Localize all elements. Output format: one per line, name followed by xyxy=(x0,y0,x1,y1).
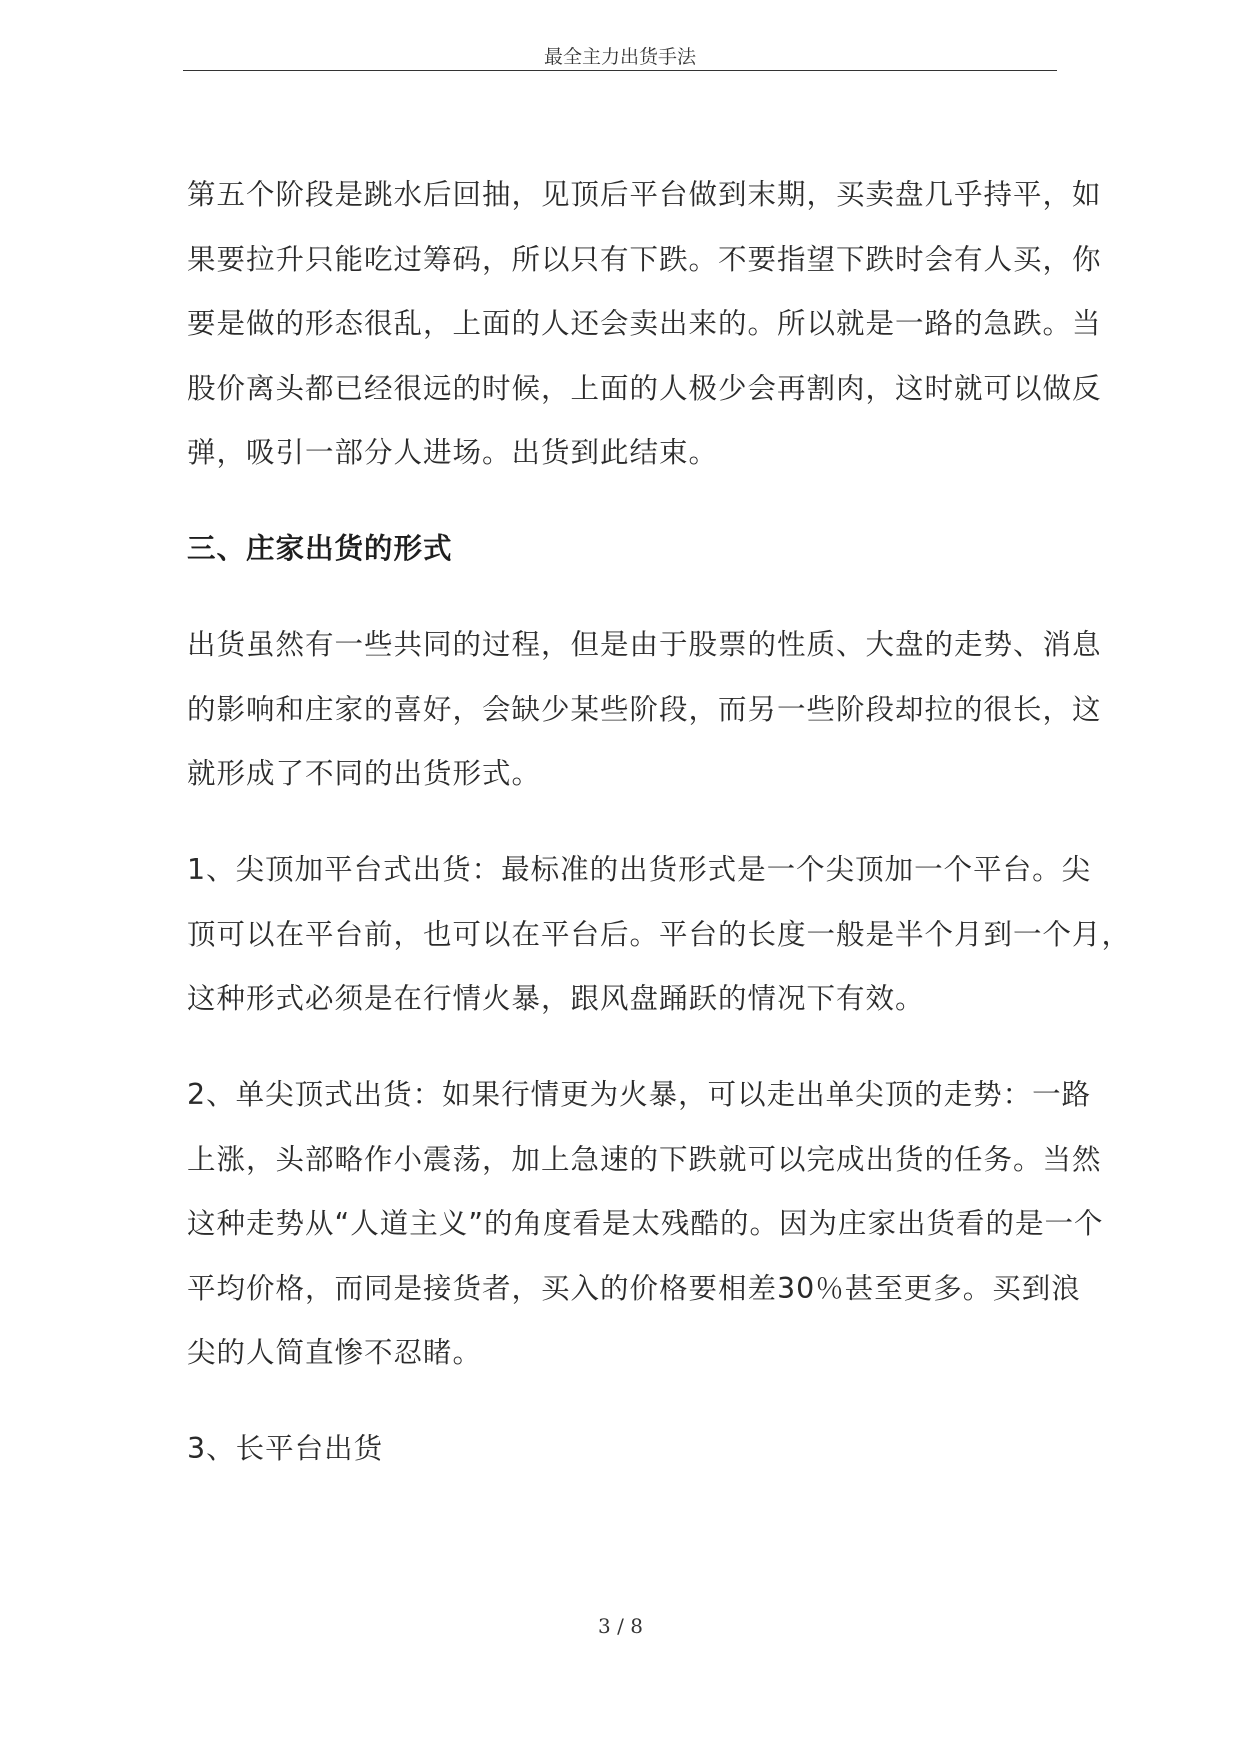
page-header xyxy=(183,38,1057,71)
text-line: 要是做的形态很乱，上面的人还会卖出来的。所以就是一路的急跌。当 xyxy=(187,307,1102,340)
text-line: 平均价格，而同是接货者，买入的价格要相差30％甚至更多。买到浪 xyxy=(187,1271,1081,1305)
document-title: 最全主力出货手法 xyxy=(543,46,696,68)
text-line: 2、单尖顶式出货：如果行情更为火暴，可以走出单尖顶的走势：一路 xyxy=(187,1078,1092,1111)
text-line: 这种走势从“人道主义”的角度看是太残酷的。因为庄家出货看的是一个 xyxy=(187,1207,1104,1240)
paragraph-intro xyxy=(187,613,1102,807)
page-number: 3 / 8 xyxy=(598,1614,643,1638)
text-line: 上涨，头部略作小震荡，加上急速的下跌就可以完成出货的任务。当然 xyxy=(187,1142,1102,1176)
text-line: 1、尖顶加平台式出货：最标准的出货形式是一个尖顶加一个平台。尖 xyxy=(187,853,1092,886)
paragraph-point-1 xyxy=(187,838,1132,1032)
paragraph-point-3 xyxy=(187,1417,1087,1482)
text-line: 股价离头都已经很远的时候，上面的人极少会再割肉，这时就可以做反 xyxy=(187,371,1102,405)
text-line: 3、长平台出货 xyxy=(187,1432,384,1465)
text-line: 尖的人简直惨不忍睹。 xyxy=(187,1336,483,1369)
text-line: 顶可以在平台前，也可以在平台后。平台的长度一般是半个月到一个月， xyxy=(187,917,1132,951)
paragraph-stage-five xyxy=(187,163,1102,486)
text-line: 出货虽然有一些共同的过程，但是由于股票的性质、大盘的走势、消息 xyxy=(187,628,1102,661)
text-line: 果要拉升只能吃过筹码，所以只有下跌。不要指望下跌时会有人买，你 xyxy=(187,242,1102,276)
text-line: 的影响和庄家的喜好，会缺少某些阶段，而另一些阶段却拉的很长，这 xyxy=(187,692,1102,726)
text-line: 弹，吸引一部分人进场。出货到此结束。 xyxy=(187,436,719,469)
paragraph-point-2 xyxy=(187,1063,1104,1386)
section-heading: 三、庄家出货的形式 xyxy=(187,532,453,565)
text-line: 就形成了不同的出货形式。 xyxy=(187,757,542,790)
document-body xyxy=(187,163,1132,1482)
text-line: 这种形式必须是在行情火暴，跟风盘踊跃的情况下有效。 xyxy=(187,982,925,1015)
text-line: 第五个阶段是跳水后回抽，见顶后平台做到末期，买卖盘几乎持平，如 xyxy=(187,178,1102,211)
